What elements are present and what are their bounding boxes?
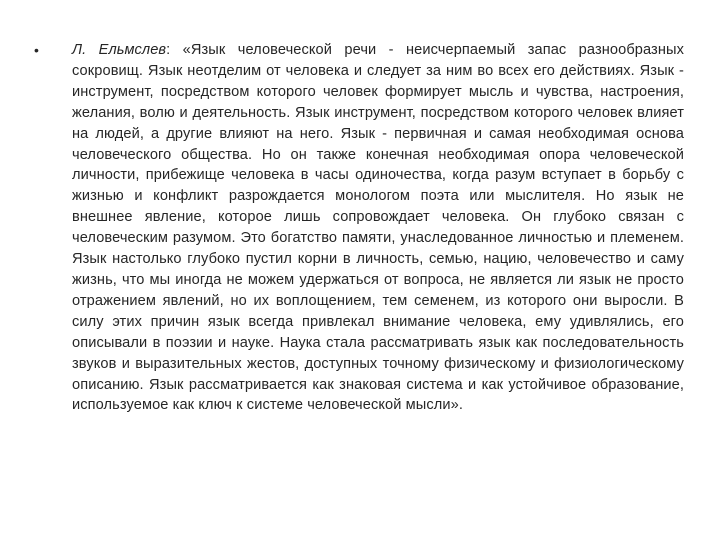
bullet-item: [34, 40, 684, 416]
quote-paragraph: [72, 40, 684, 416]
bullet-icon: •: [34, 42, 39, 58]
quote-author: Л. Ельмслев: [72, 42, 167, 58]
quote-body: : «Язык человеческой речи - неисчерпаемый запас разнообразных сокровищ. Язык неотделим от человека и следует за ним во всех его действиях. Язык - инструмент, посредством которого человек формирует мысль и чувства, настроения, желания, волю и деятельность. Язык инструмент, посредством которого человек влияет на людей, а другие влияют на него. Язык - первичная и самая необходимая основа человеческого общества. Но он также конечная необходимая опора человеческой личности, прибежище человека в часы одиночества, когда разум вступает в борьбу с жизнью и конфликт разрождается монологом поэта или мыслителя. Но язык не внешнее явление, которое лишь сопровождает человека. Он глубоко связан с человеческим разумом. Это богатство памяти, унаследованное личностью и племенем. Язык настолько глубоко пустил корни в личность, семью, нацию, человечество и саму жизнь, что мы иногда не можем удержаться от вопроса, не является ли язык не просто отражением явлений, но их воплощением, тем семенем, из которого они выросли. В силу этих причин язык всегда привлекал внимание человека, ему удивлялись, его описывали в поэзии и науке. Наука стала рассматривать язык как последовательность звуков и выразительных жестов, доступных точному физическому и физиологическому описанию. Язык рассматривается как знаковая система и как устойчивое образование, используемое как ключ к системе человеческой мысли».: [72, 42, 684, 414]
